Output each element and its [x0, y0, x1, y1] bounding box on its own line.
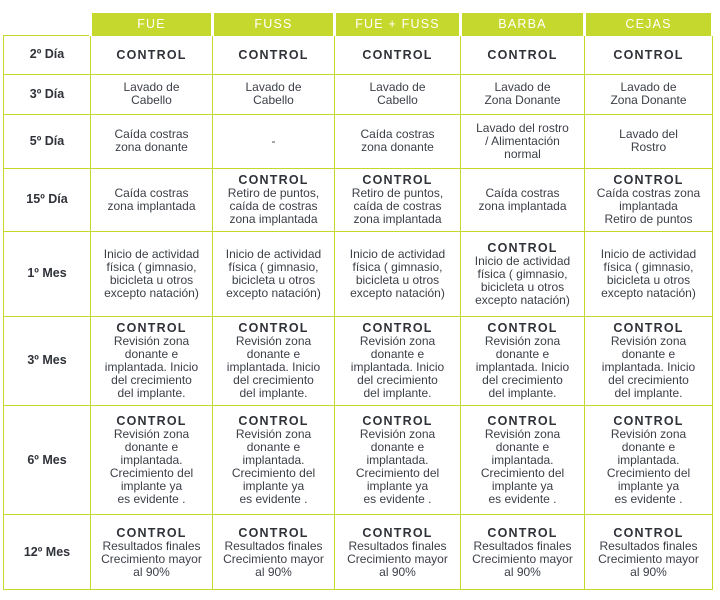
table-row — [4, 114, 713, 168]
post-op-schedule-table — [3, 13, 714, 590]
cell-text: Revisión zona donante e implantada. Crecimiento del implante ya es evidente . — [480, 427, 565, 507]
schedule-cell — [91, 168, 213, 231]
cell-text: Revisión zona donante e implantada. Crecimiento del implante ya es evidente . — [109, 427, 194, 507]
schedule-cell — [213, 515, 335, 590]
schedule-cell — [585, 168, 713, 231]
column-header-fue-fuss: FUE + FUSS — [335, 13, 461, 36]
schedule-cell — [213, 168, 335, 231]
cell-text: Inicio de actividad física ( gimnasio, bicicleta u otros excepto natación) — [349, 246, 446, 300]
control-label: CONTROL — [362, 414, 433, 429]
schedule-cell — [585, 36, 713, 75]
cell-text: Retiro de puntos, caída de costras zona implantada — [227, 186, 320, 227]
schedule-cell — [461, 316, 585, 406]
row-label: 12º Mes — [4, 515, 91, 590]
schedule-body — [4, 36, 713, 590]
cell-text: Resultados finales Crecimiento mayor al 90% — [472, 538, 573, 579]
schedule-cell — [461, 231, 585, 316]
schedule-cell — [213, 74, 335, 114]
table-row — [4, 168, 713, 231]
schedule-cell — [585, 406, 713, 515]
cell-text: Revisión zona donante e implantada. Inicio del crecimiento del implante. — [226, 334, 321, 401]
schedule-cell — [91, 74, 213, 114]
cell-text: Lavado de Cabello — [245, 80, 302, 108]
table-row — [4, 36, 713, 75]
cell-text: Revisión zona donante e implantada. Crecimiento del implante ya es evidente . — [606, 427, 691, 507]
row-label: 3º Mes — [4, 316, 91, 406]
column-header-fuss: FUSS — [213, 13, 335, 36]
schedule-cell — [335, 114, 461, 168]
schedule-cell — [91, 406, 213, 515]
schedule-cell — [335, 406, 461, 515]
table-row — [4, 74, 713, 114]
control-label: CONTROL — [238, 47, 309, 62]
cell-text: Caída costras zona implantada — [478, 185, 567, 213]
control-label: CONTROL — [116, 525, 187, 540]
control-label: CONTROL — [613, 525, 684, 540]
control-label: CONTROL — [613, 173, 684, 188]
column-header-cejas: CEJAS — [585, 13, 713, 36]
cell-text: Resultados finales Crecimiento mayor al 90% — [347, 538, 448, 579]
cell-text: Lavado de Zona Donante — [484, 80, 561, 108]
schedule-cell — [461, 114, 585, 168]
schedule-cell — [335, 316, 461, 406]
table-row — [4, 316, 713, 406]
cell-text: Inicio de actividad física ( gimnasio, bicicleta u otros excepto natación) — [103, 246, 200, 300]
control-label: CONTROL — [613, 47, 684, 62]
column-header-fue: FUE — [91, 13, 213, 36]
cell-text: Lavado del Rostro — [619, 127, 678, 155]
cell-text: Revisión zona donante e implantada. Crecimiento del implante ya es evidente . — [231, 427, 316, 507]
table-row — [4, 515, 713, 590]
cell-text: Lavado de Cabello — [369, 80, 426, 108]
cell-text: Retiro de puntos, caída de costras zona implantada — [351, 186, 444, 227]
header-row — [4, 13, 713, 36]
control-label: CONTROL — [487, 240, 558, 255]
control-label: CONTROL — [613, 414, 684, 429]
cell-text: Lavado del rostro / Alimentación normal — [476, 120, 569, 161]
table-row — [4, 406, 713, 515]
schedule-cell — [213, 114, 335, 168]
schedule-cell — [585, 74, 713, 114]
cell-text: Caída costras zona donante — [114, 127, 189, 155]
schedule-cell — [585, 114, 713, 168]
control-label: CONTROL — [362, 47, 433, 62]
cell-text: - — [271, 133, 276, 148]
schedule-cell — [213, 316, 335, 406]
cell-text: Inicio de actividad física ( gimnasio, bicicleta u otros excepto natación) — [474, 253, 571, 307]
schedule-cell — [585, 316, 713, 406]
row-label: 5º Día — [4, 114, 91, 168]
corner-cell — [4, 13, 91, 36]
schedule-cell — [91, 515, 213, 590]
control-label: CONTROL — [116, 321, 187, 336]
control-label: CONTROL — [238, 321, 309, 336]
schedule-cell — [213, 36, 335, 75]
cell-text: Lavado de Zona Donante — [610, 80, 687, 108]
control-label: CONTROL — [487, 525, 558, 540]
column-header-barba: BARBA — [461, 13, 585, 36]
schedule-cell — [461, 74, 585, 114]
control-label: CONTROL — [362, 321, 433, 336]
row-label: 6º Mes — [4, 406, 91, 515]
cell-text: Resultados finales Crecimiento mayor al 90% — [598, 538, 699, 579]
schedule-cell — [91, 231, 213, 316]
control-label: CONTROL — [487, 321, 558, 336]
control-label: CONTROL — [613, 321, 684, 336]
schedule-cell — [91, 316, 213, 406]
cell-text: Caída costras zona implantada Retiro de puntos — [596, 186, 701, 227]
control-label: CONTROL — [116, 414, 187, 429]
control-label: CONTROL — [238, 173, 309, 188]
cell-text: Inicio de actividad física ( gimnasio, bicicleta u otros excepto natación) — [225, 246, 322, 300]
cell-text: Revisión zona donante e implantada. Inicio del crecimiento del implante. — [601, 334, 696, 401]
cell-text: Resultados finales Crecimiento mayor al 90% — [223, 538, 324, 579]
schedule-cell — [461, 168, 585, 231]
schedule-cell — [585, 231, 713, 316]
schedule-cell — [213, 231, 335, 316]
schedule-cell — [461, 406, 585, 515]
cell-text: Caída costras zona implantada — [107, 185, 196, 213]
cell-text: Inicio de actividad física ( gimnasio, bicicleta u otros excepto natación) — [600, 246, 697, 300]
schedule-cell — [91, 36, 213, 75]
control-label: CONTROL — [238, 414, 309, 429]
schedule-cell — [335, 36, 461, 75]
row-label: 2º Día — [4, 36, 91, 75]
cell-text: Caída costras zona donante — [360, 127, 435, 155]
cell-text: Revisión zona donante e implantada. Inicio del crecimiento del implante. — [475, 334, 570, 401]
control-label: CONTROL — [362, 525, 433, 540]
row-label: 15º Día — [4, 168, 91, 231]
cell-text: Revisión zona donante e implantada. Crecimiento del implante ya es evidente . — [355, 427, 440, 507]
schedule-cell — [461, 36, 585, 75]
cell-text: Resultados finales Crecimiento mayor al 90% — [101, 538, 202, 579]
control-label: CONTROL — [362, 173, 433, 188]
schedule-cell — [585, 515, 713, 590]
control-label: CONTROL — [238, 525, 309, 540]
control-label: CONTROL — [487, 47, 558, 62]
row-label: 3º Día — [4, 74, 91, 114]
schedule-cell — [335, 74, 461, 114]
schedule-cell — [335, 168, 461, 231]
schedule-cell — [91, 114, 213, 168]
schedule-cell — [335, 231, 461, 316]
schedule-cell — [335, 515, 461, 590]
schedule-cell — [461, 515, 585, 590]
control-label: CONTROL — [487, 414, 558, 429]
row-label: 1º Mes — [4, 231, 91, 316]
table-row — [4, 231, 713, 316]
cell-text: Revisión zona donante e implantada. Inicio del crecimiento del implante. — [350, 334, 445, 401]
cell-text: Lavado de Cabello — [123, 80, 180, 108]
control-label: CONTROL — [116, 47, 187, 62]
cell-text: Revisión zona donante e implantada. Inicio del crecimiento del implante. — [104, 334, 199, 401]
schedule-cell — [213, 406, 335, 515]
